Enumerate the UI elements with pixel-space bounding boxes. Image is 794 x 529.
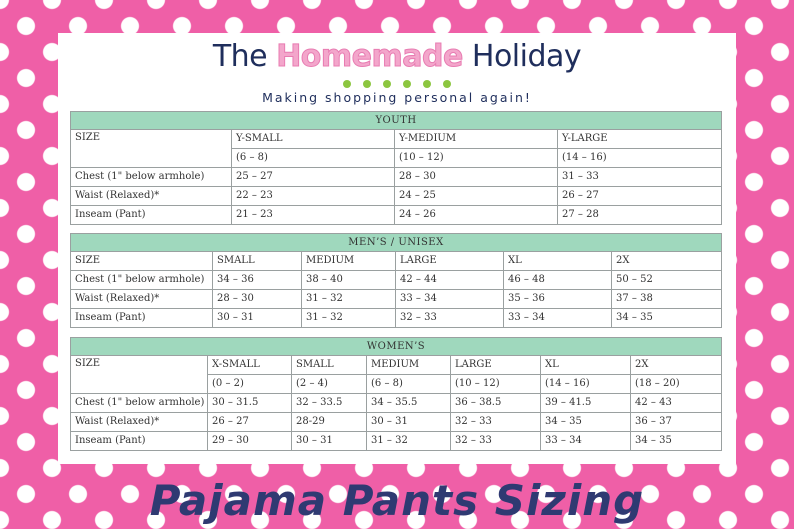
table-cell: 33 – 34 (504, 309, 612, 328)
table-row (71, 290, 722, 309)
mens-section-title: MEN’S / UNISEX (71, 234, 722, 252)
size-column-header: XL (504, 252, 612, 271)
table-cell: 36 – 37 (631, 413, 722, 432)
table-cell: 28 – 30 (395, 168, 558, 187)
size-range: (6 – 8) (232, 149, 395, 168)
size-column-header: MEDIUM (367, 356, 451, 375)
size-range: (2 – 4) (292, 375, 367, 394)
table-cell: 33 – 34 (396, 290, 504, 309)
row-label: Chest (1" below armhole) (71, 168, 232, 187)
table-cell: 31 – 32 (367, 432, 451, 451)
size-range: (14 – 16) (541, 375, 631, 394)
table-cell: 28 – 30 (213, 290, 302, 309)
table-row (71, 206, 722, 225)
banner-title: Pajama Pants Sizing (149, 476, 645, 525)
decorative-dots (58, 80, 736, 88)
table-cell: 46 – 48 (504, 271, 612, 290)
row-label: Chest (1" below armhole) (71, 394, 208, 413)
table-cell: 28-29 (292, 413, 367, 432)
size-column-header: X-SMALL (208, 356, 292, 375)
size-column-header: SMALL (292, 356, 367, 375)
table-row (71, 271, 722, 290)
size-chart-card (58, 33, 736, 464)
size-range: (0 – 2) (208, 375, 292, 394)
size-column-header: Y-SMALL (232, 130, 395, 149)
row-label: Inseam (Pant) (71, 206, 232, 225)
table-row (71, 394, 722, 413)
table-cell: 26 – 27 (558, 187, 722, 206)
table-cell: 22 – 23 (232, 187, 395, 206)
size-column-header: 2X (612, 252, 722, 271)
size-range: (6 – 8) (367, 375, 451, 394)
green-dot-icon (363, 80, 371, 88)
size-column-header: LARGE (451, 356, 541, 375)
row-label: Inseam (Pant) (71, 309, 213, 328)
table-cell: 34 – 36 (213, 271, 302, 290)
green-dot-icon (423, 80, 431, 88)
table-cell: 29 – 30 (208, 432, 292, 451)
green-dot-icon (443, 80, 451, 88)
tagline: Making shopping personal again! (262, 90, 532, 105)
table-cell: 32 – 33 (451, 432, 541, 451)
youth-section-title: YOUTH (71, 112, 722, 130)
table-cell: 34 – 35 (631, 432, 722, 451)
logo-text-the: The (212, 39, 277, 74)
table-cell: 32 – 33.5 (292, 394, 367, 413)
size-header: SIZE (71, 356, 208, 394)
size-column-header: MEDIUM (302, 252, 396, 271)
table-cell: 37 – 38 (612, 290, 722, 309)
table-cell: 34 – 35.5 (367, 394, 451, 413)
table-cell: 32 – 33 (451, 413, 541, 432)
table-row (71, 413, 722, 432)
row-label: Waist (Relaxed)* (71, 413, 208, 432)
table-cell: 26 – 27 (208, 413, 292, 432)
youth-size-table (70, 111, 722, 225)
row-label: Inseam (Pant) (71, 432, 208, 451)
table-cell: 30 – 31.5 (208, 394, 292, 413)
table-cell: 30 – 31 (292, 432, 367, 451)
table-cell: 36 – 38.5 (451, 394, 541, 413)
row-label: Chest (1" below armhole) (71, 271, 213, 290)
table-cell: 38 – 40 (302, 271, 396, 290)
brand-logo (58, 37, 736, 77)
table-cell: 24 – 25 (395, 187, 558, 206)
table-cell: 21 – 23 (232, 206, 395, 225)
size-header: SIZE (71, 252, 213, 271)
logo-text-homemade: Homemade (276, 39, 463, 74)
green-dot-icon (403, 80, 411, 88)
table-cell: 42 – 43 (631, 394, 722, 413)
size-range: (10 – 12) (395, 149, 558, 168)
table-cell: 50 – 52 (612, 271, 722, 290)
size-header: SIZE (71, 130, 232, 168)
table-cell: 42 – 44 (396, 271, 504, 290)
table-cell: 25 – 27 (232, 168, 395, 187)
table-cell: 34 – 35 (541, 413, 631, 432)
table-cell: 30 – 31 (213, 309, 302, 328)
table-row (71, 309, 722, 328)
table-cell: 35 – 36 (504, 290, 612, 309)
size-range: (14 – 16) (558, 149, 722, 168)
table-cell: 39 – 41.5 (541, 394, 631, 413)
table-row (71, 187, 722, 206)
row-label: Waist (Relaxed)* (71, 290, 213, 309)
size-column-header: LARGE (396, 252, 504, 271)
size-range: (18 – 20) (631, 375, 722, 394)
table-cell: 32 – 33 (396, 309, 504, 328)
table-row (71, 168, 722, 187)
green-dot-icon (383, 80, 391, 88)
table-row (71, 432, 722, 451)
table-cell: 34 – 35 (612, 309, 722, 328)
row-label: Waist (Relaxed)* (71, 187, 232, 206)
size-column-header: Y-MEDIUM (395, 130, 558, 149)
size-column-header: 2X (631, 356, 722, 375)
size-column-header: XL (541, 356, 631, 375)
logo-text-holiday: Holiday (462, 39, 582, 74)
womens-section-title: WOMEN’S (71, 338, 722, 356)
mens-size-table (70, 233, 722, 328)
table-cell: 31 – 33 (558, 168, 722, 187)
table-cell: 30 – 31 (367, 413, 451, 432)
table-cell: 24 – 26 (395, 206, 558, 225)
size-column-header: Y-LARGE (558, 130, 722, 149)
table-cell: 31 – 32 (302, 290, 396, 309)
table-cell: 27 – 28 (558, 206, 722, 225)
table-cell: 33 – 34 (541, 432, 631, 451)
brand-header (58, 37, 736, 105)
table-cell: 31 – 32 (302, 309, 396, 328)
size-range: (10 – 12) (451, 375, 541, 394)
womens-size-table (70, 337, 722, 451)
size-column-header: SMALL (213, 252, 302, 271)
green-dot-icon (343, 80, 351, 88)
